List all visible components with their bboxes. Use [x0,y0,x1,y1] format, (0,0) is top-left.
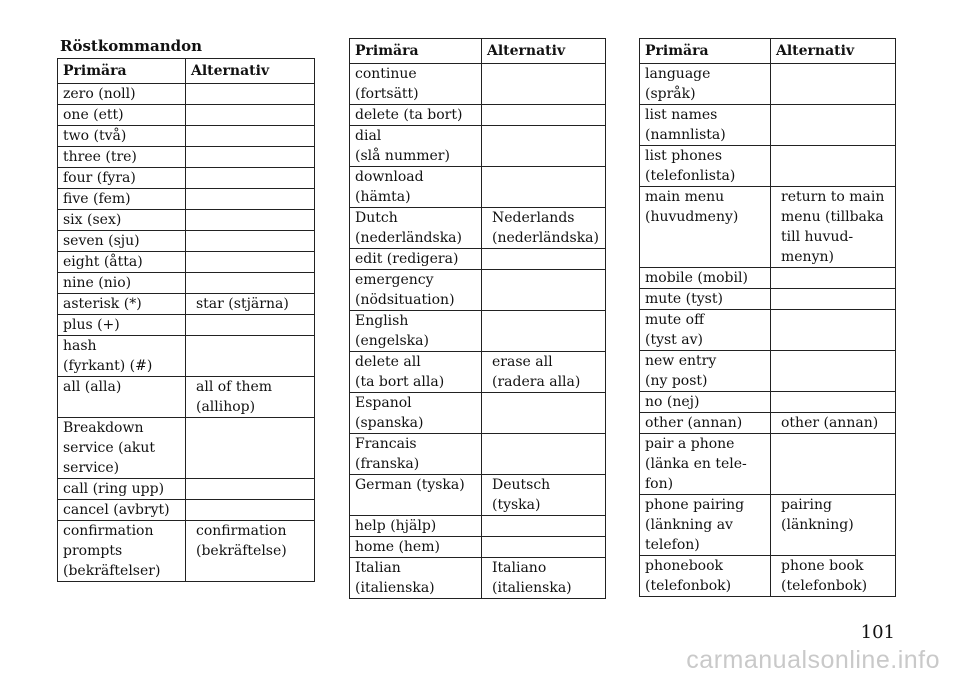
primary-command-cell: Francais (franska) [350,434,482,475]
table-row [640,413,896,434]
alternative-command-cell: erase all (radera alla) [482,352,606,393]
primary-command-cell: continue (fortsätt) [350,64,482,105]
alternative-command-cell: Nederlands (nederländska) [482,208,606,249]
alternative-command-cell [482,249,606,270]
alternative-command-cell [482,537,606,558]
primary-command-cell: Italian (italienska) [350,558,482,599]
table-row [640,268,896,289]
primary-command-cell: no (nej) [640,392,771,413]
alternative-command-cell [186,147,315,168]
alternative-column-header: Alternativ [771,39,896,64]
primary-command-cell: English (engelska) [350,311,482,352]
section-title: Röstkommandon [60,37,203,55]
alternative-command-cell [186,418,315,479]
table-row [350,558,606,599]
primary-command-cell: plus (+) [58,315,186,336]
table-header-row [640,39,896,64]
table-row [58,500,315,521]
alternative-command-cell [186,479,315,500]
alternative-command-cell [771,64,896,105]
primary-command-cell: delete all (ta bort alla) [350,352,482,393]
table-row [58,84,315,105]
primary-command-cell: four (fyra) [58,168,186,189]
table-row [350,311,606,352]
alternative-command-cell [771,105,896,146]
table-row [58,273,315,294]
primary-command-cell: help (hjälp) [350,516,482,537]
alternative-command-cell [186,336,315,377]
primary-command-cell: other (annan) [640,413,771,434]
table-row [350,270,606,311]
table-row [58,168,315,189]
primary-command-cell: mobile (mobil) [640,268,771,289]
primary-command-cell: Espanol (spanska) [350,393,482,434]
alternative-command-cell: star (stjärna) [186,294,315,315]
primary-command-cell: phone pairing (länkning av telefon) [640,495,771,556]
primary-command-cell: mute (tyst) [640,289,771,310]
primary-command-cell: seven (sju) [58,231,186,252]
primary-column-header: Primära [58,59,186,84]
alternative-command-cell [482,434,606,475]
alternative-command-cell [771,268,896,289]
table-row [58,252,315,273]
page-number: 101 [860,622,895,643]
table-row [640,310,896,351]
table-row [640,556,896,597]
primary-command-cell: Dutch (nederländska) [350,208,482,249]
alternative-command-cell [482,167,606,208]
alternative-command-cell [186,315,315,336]
table-row [640,434,896,495]
primary-command-cell: hash (fyrkant) (#) [58,336,186,377]
alternative-command-cell: Italiano (italienska) [482,558,606,599]
alternative-command-cell [771,146,896,187]
table-row [350,434,606,475]
alternative-command-cell [186,168,315,189]
alternative-command-cell [186,105,315,126]
primary-column-header: Primära [640,39,771,64]
primary-command-cell: delete (ta bort) [350,105,482,126]
primary-command-cell: list names (namnlista) [640,105,771,146]
alternative-command-cell [482,270,606,311]
primary-column-header: Primära [350,39,482,64]
primary-command-cell: home (hem) [350,537,482,558]
table-header-row [58,59,315,84]
primary-command-cell: download (hämta) [350,167,482,208]
alternative-command-cell [186,126,315,147]
alternative-command-cell [482,311,606,352]
table-header-row [350,39,606,64]
table-row [58,521,315,582]
primary-command-cell: edit (redigera) [350,249,482,270]
table-row [640,105,896,146]
primary-command-cell: all (alla) [58,377,186,418]
table-row [350,249,606,270]
table-row [350,105,606,126]
table-row [58,294,315,315]
alternative-command-cell [186,500,315,521]
primary-command-cell: mute off (tyst av) [640,310,771,351]
alternative-command-cell: other (annan) [771,413,896,434]
watermark: carmanualsonline.info [686,646,940,674]
alternative-command-cell: phone book (telefonbok) [771,556,896,597]
primary-command-cell: call (ring upp) [58,479,186,500]
table-row [58,147,315,168]
table-row [58,126,315,147]
primary-command-cell: nine (nio) [58,273,186,294]
alternative-command-cell: all of them (allihop) [186,377,315,418]
table-row [640,289,896,310]
table-row [350,537,606,558]
primary-command-cell: two (två) [58,126,186,147]
table-row [58,231,315,252]
primary-command-cell: language (språk) [640,64,771,105]
alternative-command-cell [186,189,315,210]
alternative-command-cell [186,84,315,105]
table-row [350,167,606,208]
table-row [640,187,896,268]
table-row [640,64,896,105]
alternative-command-cell: pairing (länkning) [771,495,896,556]
table-row [350,208,606,249]
table-row [350,475,606,516]
primary-command-cell: dial (slå nummer) [350,126,482,167]
table-row [58,210,315,231]
primary-command-cell: one (ett) [58,105,186,126]
table-row [58,377,315,418]
primary-command-cell: six (sex) [58,210,186,231]
table-row [350,64,606,105]
primary-command-cell: five (fem) [58,189,186,210]
primary-command-cell: German (tyska) [350,475,482,516]
primary-command-cell: list phones (telefonlista) [640,146,771,187]
alternative-command-cell [482,393,606,434]
alternative-command-cell [771,351,896,392]
voice-commands-table-2 [349,38,606,599]
alternative-command-cell [771,392,896,413]
table-row [350,516,606,537]
alternative-command-cell [186,210,315,231]
primary-command-cell: new entry (ny post) [640,351,771,392]
table-row [58,189,315,210]
table-row [640,146,896,187]
alternative-command-cell: return to main menu (tillbaka till huvud- menyn) [771,187,896,268]
primary-command-cell: cancel (avbryt) [58,500,186,521]
table-row [640,392,896,413]
alternative-command-cell [186,252,315,273]
table-row [58,418,315,479]
primary-command-cell: main menu (huvudmeny) [640,187,771,268]
table-row [58,336,315,377]
primary-command-cell: phonebook (telefonbok) [640,556,771,597]
alternative-command-cell [186,273,315,294]
alternative-command-cell [771,289,896,310]
alternative-command-cell [482,516,606,537]
alternative-column-header: Alternativ [482,39,606,64]
alternative-command-cell [482,105,606,126]
table-row [350,352,606,393]
alternative-command-cell [482,126,606,167]
primary-command-cell: confirmation prompts (bekräftelser) [58,521,186,582]
voice-commands-table-3 [639,38,896,597]
alternative-command-cell [771,434,896,495]
table-row [58,105,315,126]
alternative-column-header: Alternativ [186,59,315,84]
primary-command-cell: pair a phone (länka en tele- fon) [640,434,771,495]
alternative-command-cell [482,64,606,105]
table-row [640,351,896,392]
alternative-command-cell [186,231,315,252]
alternative-command-cell: confirmation (bekräftelse) [186,521,315,582]
table-row [58,315,315,336]
primary-command-cell: Breakdown service (akut service) [58,418,186,479]
primary-command-cell: eight (åtta) [58,252,186,273]
voice-commands-table-1 [57,58,315,582]
table-row [58,479,315,500]
table-row [350,126,606,167]
table-row [640,495,896,556]
alternative-command-cell: Deutsch (tyska) [482,475,606,516]
primary-command-cell: three (tre) [58,147,186,168]
primary-command-cell: emergency (nödsituation) [350,270,482,311]
alternative-command-cell [771,310,896,351]
table-row [350,393,606,434]
primary-command-cell: zero (noll) [58,84,186,105]
primary-command-cell: asterisk (*) [58,294,186,315]
